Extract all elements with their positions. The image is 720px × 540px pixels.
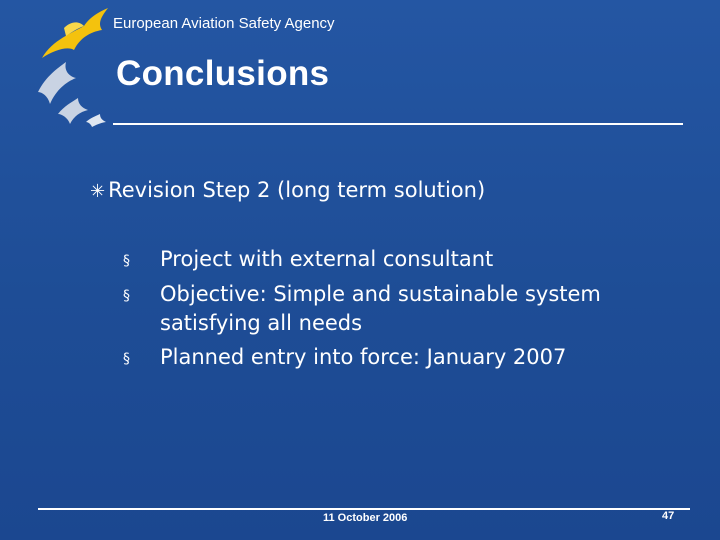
page-number: 47 xyxy=(662,510,675,522)
sub-bullet-text-continued: satisfying all needs xyxy=(160,311,363,335)
sub-bullet-text: Objective: Simple and sustainable system xyxy=(160,282,601,306)
section-bullet-icon: § xyxy=(123,253,130,269)
sub-bullet-text: Project with external consultant xyxy=(160,247,494,271)
main-point-text: Revision Step 2 (long term solution) xyxy=(108,178,486,202)
footer-date: 11 October 2006 xyxy=(323,512,408,524)
main-point xyxy=(90,178,485,202)
asterisk-bullet-icon: ✳ xyxy=(90,181,106,202)
agency-name: European Aviation Safety Agency xyxy=(113,15,335,32)
slide-title: Conclusions xyxy=(116,54,330,93)
footer-divider xyxy=(38,508,690,510)
section-bullet-icon: § xyxy=(123,288,130,304)
sub-bullet-1 xyxy=(160,245,700,274)
sub-bullet-3 xyxy=(160,343,700,372)
section-bullet-icon: § xyxy=(123,351,130,367)
sub-bullet-text: Planned entry into force: January 2007 xyxy=(160,345,567,369)
title-divider xyxy=(113,123,683,125)
sub-bullet-2 xyxy=(160,280,700,338)
